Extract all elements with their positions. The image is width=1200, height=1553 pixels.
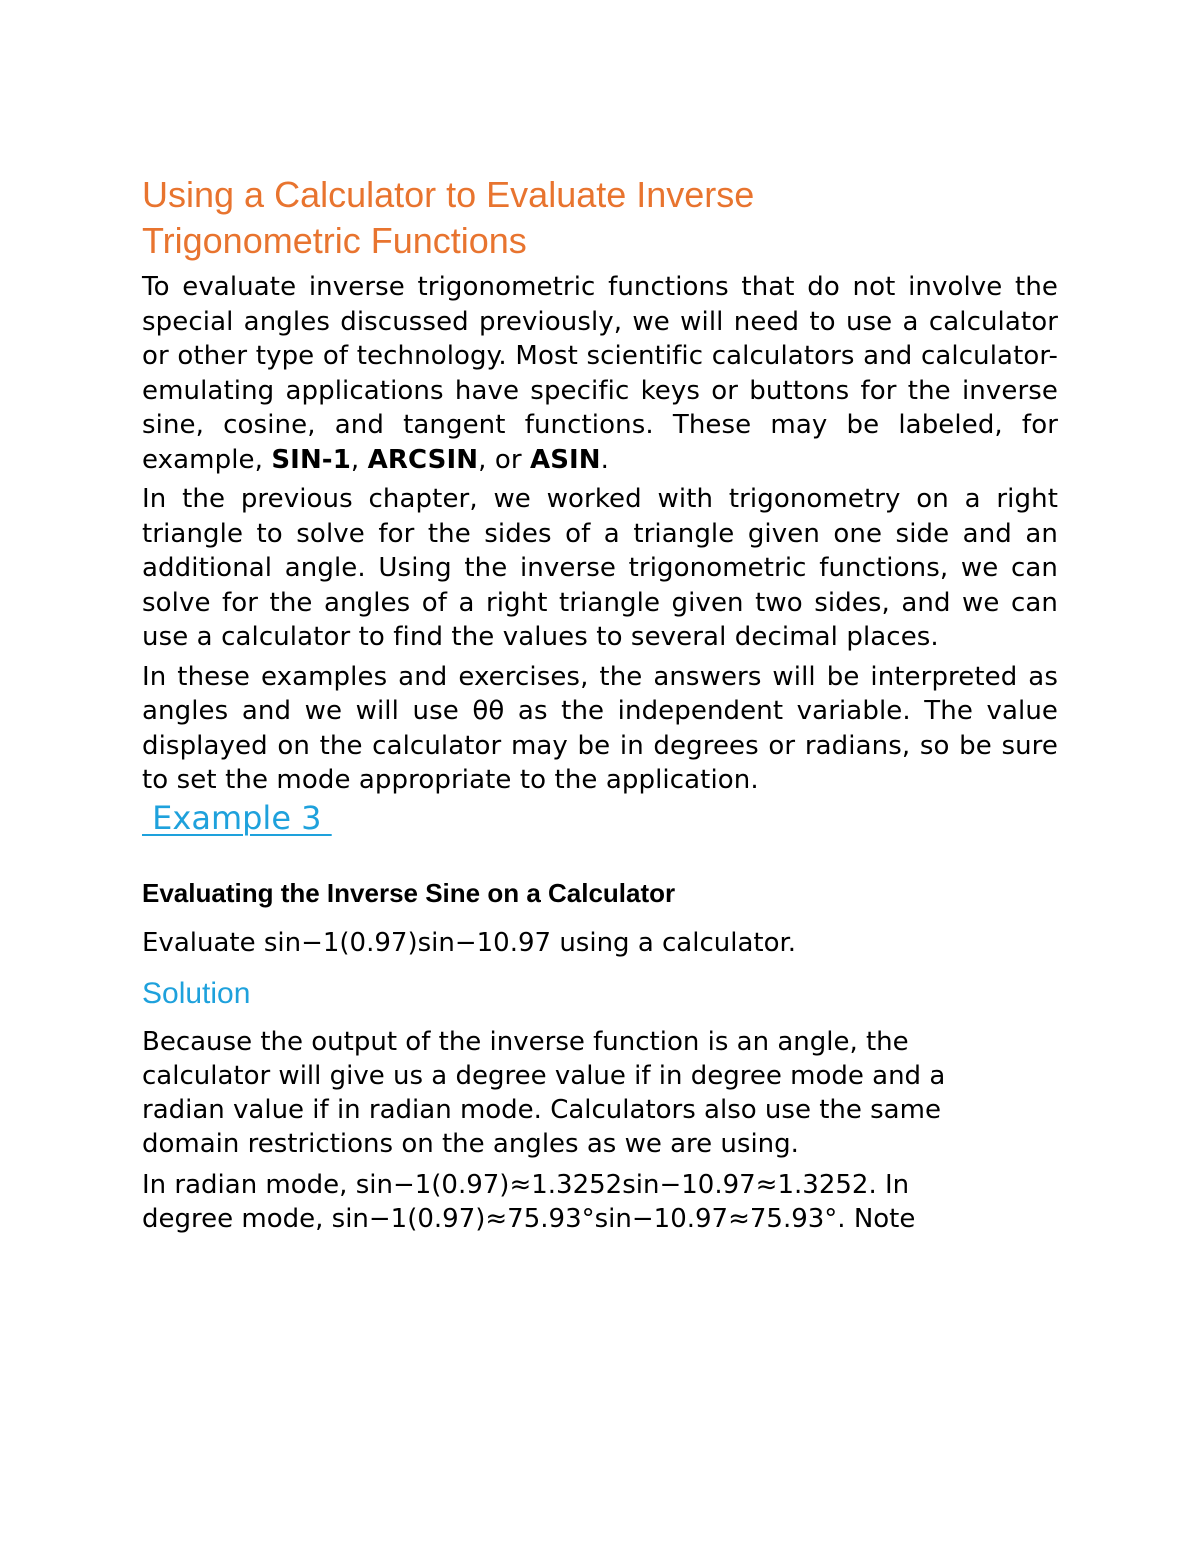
key-label-sin-1: SIN-1 (271, 444, 351, 475)
example-title: Evaluating the Inverse Sine on a Calculator (142, 877, 676, 908)
example-prompt: Evaluate sin−1(0.97)sin−10.97 using a calculator. (142, 927, 797, 958)
section-title-line-1: Using a Calculator to Evaluate Inverse (142, 174, 755, 215)
key-label-asin: ASIN (529, 444, 601, 475)
intro-paragraph (142, 270, 1058, 477)
solution-heading: Solution (142, 976, 251, 1010)
section-title-line-2: Trigonometric Functions (142, 220, 527, 261)
separator: , or (478, 444, 530, 475)
sentence-end: . (600, 444, 610, 475)
example-heading-link[interactable]: Example 3 (142, 798, 332, 837)
previous-chapter-paragraph: In the previous chapter, we worked with trigonometry on a right triangle to solve for the sides of a triangle given one side and an additional angle. Using the inverse trigonometric functions, we can solve for the angles of a right triangle given two sides, and we can use a calculator to find the values to several decimal places. (142, 484, 1058, 652)
document-page (142, 172, 1058, 1236)
key-label-arcsin: ARCSIN (367, 444, 479, 475)
examples-paragraph: In these examples and exercises, the answers will be interpreted as angles and we will use θθ as the independent variable. The value displayed on the calculator may be in degrees or radians, so be sure to set the mode appropriate to the application. (142, 661, 1058, 795)
solution-paragraph-1: Because the output of the inverse function is an angle, the calculator will give us a degree value if in degree mode and a radian value if in radian mode. Calculators also use the same domain restrictions on the angles as we are using. (142, 1026, 946, 1159)
solution-paragraph-2: In radian mode, sin−1(0.97)≈1.3252sin−10.97≈1.3252. In degree mode, sin−1(0.97)≈75.93°sin−10.97≈75.93°. Note (142, 1169, 916, 1234)
section-title (142, 172, 1058, 264)
separator: , (350, 444, 368, 475)
intro-paragraph-text: To evaluate inverse trigonometric functions that do not involve the special angles discussed previously, we will need to use a calculator or other type of technology. Most scientific calculators and calculator-emulating applications have specific keys or buttons for the inverse sine, cosine, and tangent functions. These may be labeled, for example, (142, 272, 1058, 475)
